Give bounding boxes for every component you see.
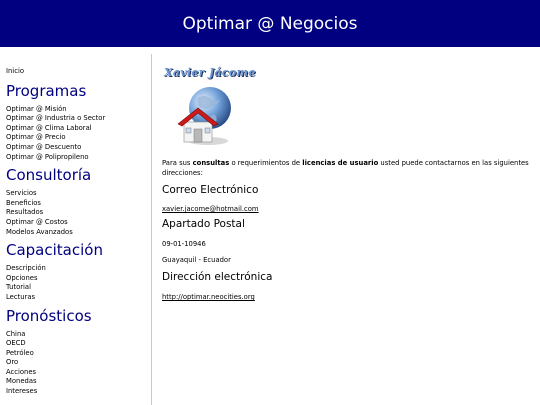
site-header <box>0 0 540 47</box>
nav-heading-programas: Programas <box>6 81 87 100</box>
nav-link-monedas[interactable]: Monedas <box>6 377 37 386</box>
nav-link-intereses[interactable]: Intereses <box>6 387 38 396</box>
nav-heading-pronosticos: Pronósticos <box>6 306 92 325</box>
house-globe-icon <box>174 84 232 148</box>
intro-bold-licencias: licencias de usuario <box>302 159 379 167</box>
sidebar-nav <box>2 54 152 405</box>
nav-link-acciones[interactable]: Acciones <box>6 367 37 376</box>
main-content <box>156 54 538 405</box>
nav-link-resultados[interactable]: Resultados <box>6 208 44 217</box>
nav-link-oro[interactable]: Oro <box>6 358 19 367</box>
site-title: Optimar @ Negocios <box>182 13 358 34</box>
postal-city: Guayaquil - Ecuador <box>162 256 231 264</box>
intro-part-3: usted puede contactarnos en las siguientes direcciones: <box>162 159 529 178</box>
email-link[interactable]: xavier.jacome@hotmail.com <box>162 205 259 213</box>
author-logo: Xavier Jácome <box>164 66 256 79</box>
nav-group-consultoria <box>6 189 151 237</box>
nav-link-precio[interactable]: Optimar @ Precio <box>6 133 66 142</box>
nav-link-costos[interactable]: Optimar @ Costos <box>6 217 68 226</box>
nav-link-polipropileno[interactable]: Optimar @ Polipropileno <box>6 152 89 161</box>
nav-group-capacitacion <box>6 264 151 302</box>
nav-link-lecturas[interactable]: Lecturas <box>6 292 36 301</box>
nav-link-tutorial[interactable]: Tutorial <box>6 283 31 292</box>
nav-link-descuento[interactable]: Optimar @ Descuento <box>6 142 82 151</box>
nav-link-petroleo[interactable]: Petróleo <box>6 348 34 357</box>
postal-section-title: Apartado Postal <box>162 218 245 230</box>
intro-bold-consultas: consultas <box>192 159 230 167</box>
nav-link-china[interactable]: China <box>6 329 26 338</box>
nav-link-servicios[interactable]: Servicios <box>6 189 37 198</box>
nav-heading-consultoria: Consultoría <box>6 166 92 185</box>
nav-link-mision[interactable]: Optimar @ Misión <box>6 104 67 113</box>
nav-link-industria[interactable]: Optimar @ Industria o Sector <box>6 114 106 123</box>
intro-part-2: o requerimientos de <box>229 159 303 167</box>
intro-part-1: Para sus <box>162 159 193 167</box>
nav-link-modelos-avanzados[interactable]: Modelos Avanzados <box>6 227 73 236</box>
nav-link-opciones[interactable]: Opciones <box>6 273 38 282</box>
web-section-title: Dirección electrónica <box>162 271 273 283</box>
postal-box-number: 09-01-10946 <box>162 240 206 248</box>
contact-intro-text <box>162 158 532 179</box>
nav-group-pronosticos <box>6 330 151 397</box>
website-link[interactable]: http://optimar.neocities.org <box>162 293 255 301</box>
nav-heading-capacitacion: Capacitación <box>6 241 103 260</box>
nav-link-oecd[interactable]: OECD <box>6 339 26 348</box>
email-section-title: Correo Electrónico <box>162 184 259 196</box>
nav-link-beneficios[interactable]: Beneficios <box>6 198 41 207</box>
nav-group-programas <box>6 105 151 163</box>
nav-link-descripcion[interactable]: Descripción <box>6 264 46 273</box>
nav-link-inicio[interactable]: Inicio <box>6 67 24 75</box>
nav-link-clima-laboral[interactable]: Optimar @ Clima Laboral <box>6 123 92 132</box>
